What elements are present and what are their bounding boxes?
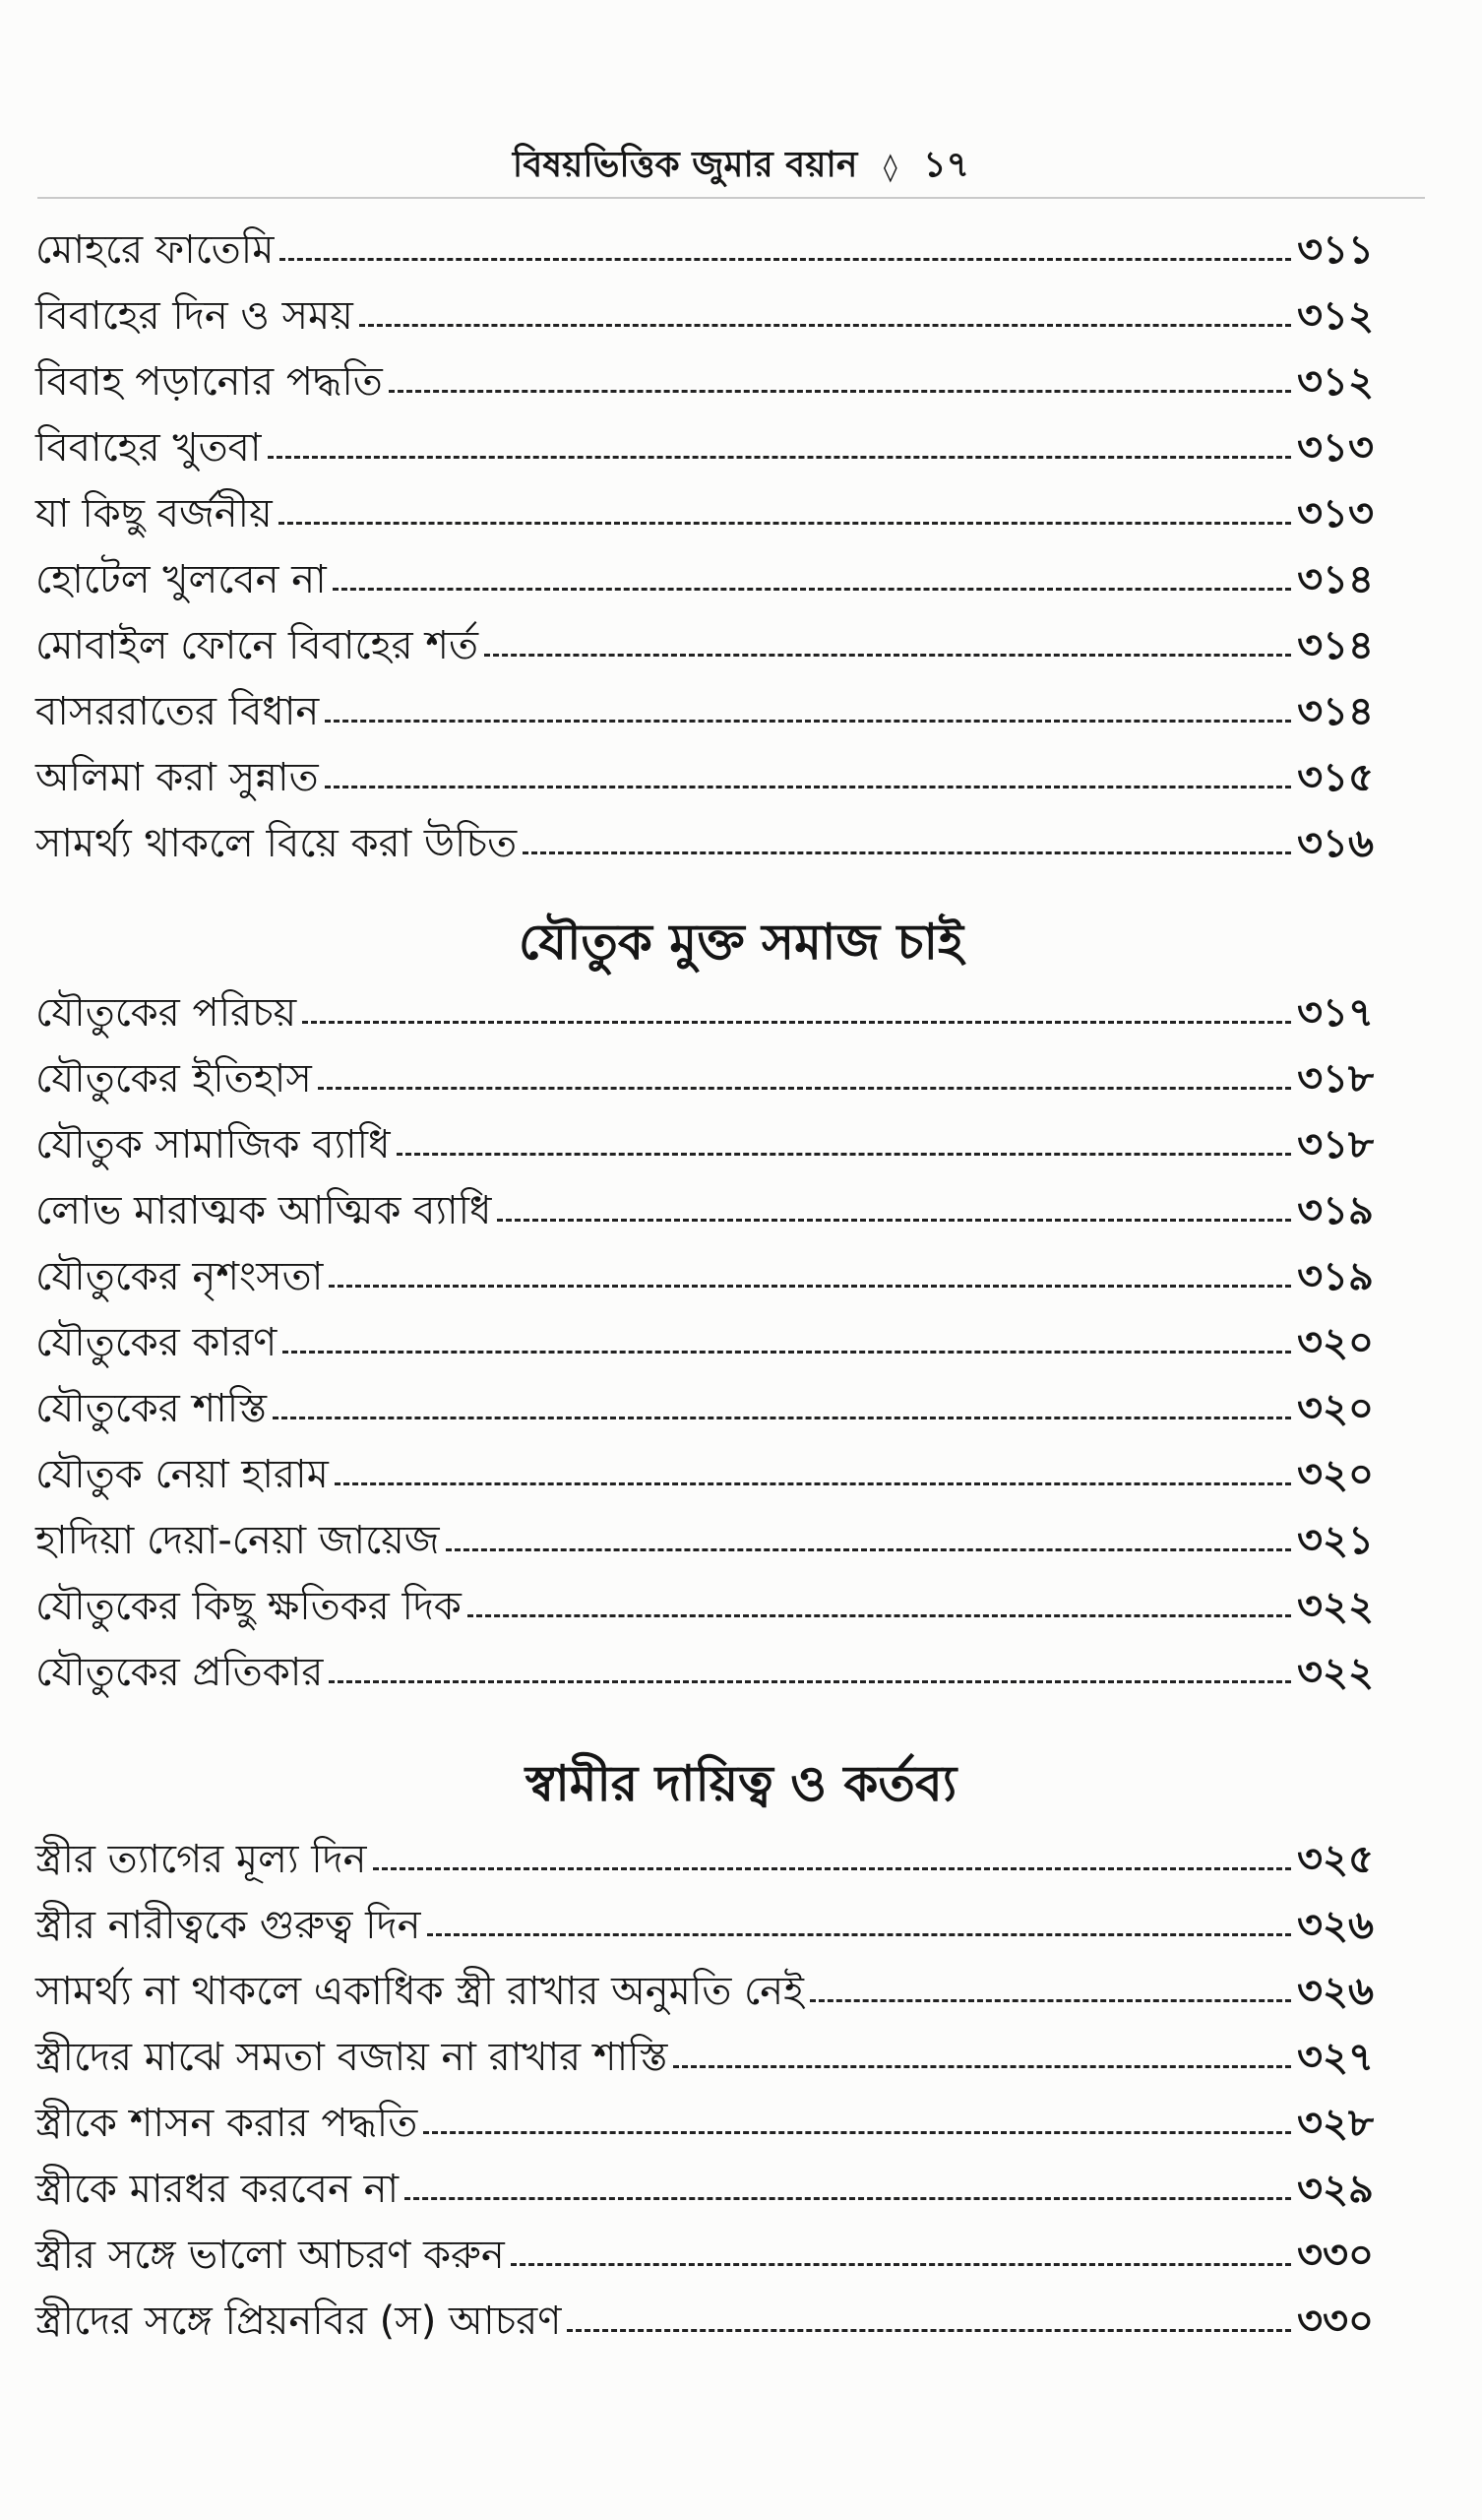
dot-leader xyxy=(467,1614,1291,1617)
toc-entry-page: ৩২৭ xyxy=(1296,2035,1374,2080)
toc-entry[interactable] xyxy=(35,668,1374,734)
toc-entry[interactable] xyxy=(35,1816,1374,1882)
toc-entry-title: বিবাহের খুতবা xyxy=(35,425,262,471)
dot-leader xyxy=(325,786,1291,788)
toc-entry-page: ৩১৫ xyxy=(1297,755,1374,800)
toc-entry[interactable] xyxy=(35,1299,1374,1365)
toc-entry[interactable] xyxy=(35,1102,1374,1167)
toc-entry[interactable] xyxy=(35,1497,1374,1563)
toc-entry[interactable] xyxy=(35,734,1374,800)
dot-leader xyxy=(335,1482,1291,1485)
header-divider xyxy=(37,197,1425,199)
page-number: ১৭ xyxy=(923,145,970,185)
toc-entry[interactable] xyxy=(35,1629,1374,1695)
toc-entry-title: স্ত্রীর সঙ্গে ভালো আচরণ করুন xyxy=(35,2233,505,2278)
toc-entry-title: বাসররাতের বিধান xyxy=(35,689,320,734)
toc-entry[interactable] xyxy=(35,339,1374,405)
toc-entry-page: ৩১২ xyxy=(1297,293,1374,339)
book-title: বিষয়ভিত্তিক জুমার বয়ান xyxy=(512,145,858,185)
toc-entry-page: ৩২০ xyxy=(1296,1452,1374,1497)
dot-leader xyxy=(427,1933,1291,1936)
dot-leader xyxy=(567,2329,1291,2332)
toc-entry-title: যৌতুকের নৃশংসতা xyxy=(35,1254,324,1299)
toc-entry[interactable] xyxy=(35,2014,1374,2080)
toc-entry-page: ৩১৮ xyxy=(1297,1056,1374,1102)
section-heading-dowry: যৌতুক মুক্ত সমাজ চাই xyxy=(519,914,963,971)
toc-entry[interactable] xyxy=(35,1036,1374,1102)
toc-entry-title: হাদিয়া দেয়া-নেয়া জায়েজ xyxy=(35,1518,440,1563)
toc-entry-title: যৌতুকের কিছু ক্ষতিকর দিক xyxy=(35,1584,462,1629)
dot-leader xyxy=(810,1999,1291,2002)
toc-entry[interactable] xyxy=(35,405,1374,471)
toc-entry-title: স্ত্রীদের সঙ্গে প্রিয়নবির (স) আচরণ xyxy=(35,2299,562,2344)
toc-entry-title: যৌতুকের পরিচয় xyxy=(35,990,297,1036)
toc-entry[interactable] xyxy=(35,800,1374,866)
toc-section-dowry xyxy=(35,970,1374,1695)
toc-entry-page: ৩২০ xyxy=(1296,1320,1374,1365)
toc-entry-title: যা কিছু বর্জনীয় xyxy=(35,491,273,536)
toc-entry-title: যৌতুকের শাস্তি xyxy=(35,1386,267,1431)
toc-entry-title: স্ত্রীকে শাসন করার পদ্ধতি xyxy=(35,2101,418,2146)
toc-entry[interactable] xyxy=(35,2080,1374,2146)
diamond-separator-icon: ◊ xyxy=(883,151,897,183)
toc-entry-title: যৌতুক সামাজিক ব্যাধি xyxy=(35,1122,391,1167)
dot-leader xyxy=(423,2131,1291,2134)
toc-entry-page: ৩১২ xyxy=(1297,359,1374,405)
dot-leader xyxy=(389,390,1291,393)
toc-entry-page: ৩২৮ xyxy=(1297,2101,1374,2146)
toc-entry[interactable] xyxy=(35,2278,1374,2344)
dot-leader xyxy=(318,1087,1291,1090)
toc-entry-title: অলিমা করা সুন্নাত xyxy=(35,755,319,800)
toc-entry-page: ৩১৭ xyxy=(1297,990,1374,1036)
dot-leader xyxy=(359,324,1291,327)
toc-entry[interactable] xyxy=(35,1365,1374,1431)
toc-entry[interactable] xyxy=(35,273,1374,339)
toc-entry-page: ৩১১ xyxy=(1297,227,1374,273)
dot-leader xyxy=(511,2263,1291,2266)
toc-entry-title: সামর্থ্য থাকলে বিয়ে করা উচিত xyxy=(35,821,518,866)
dot-leader xyxy=(278,522,1291,525)
toc-section-husband-duties xyxy=(35,1816,1374,2344)
dot-leader xyxy=(279,258,1291,261)
toc-entry-page: ৩১৪ xyxy=(1297,557,1374,602)
toc-entry-title: স্ত্রীকে মারধর করবেন না xyxy=(35,2167,400,2212)
toc-entry-page: ৩২৬ xyxy=(1296,1903,1374,1948)
toc-entry-page: ৩২৬ xyxy=(1296,1969,1374,2014)
toc-entry-page: ৩১৩ xyxy=(1297,425,1374,471)
toc-entry[interactable] xyxy=(35,2212,1374,2278)
dot-leader xyxy=(329,1680,1291,1683)
toc-entry-page: ৩২৫ xyxy=(1297,1837,1374,1882)
toc-entry[interactable] xyxy=(35,1563,1374,1629)
dot-leader xyxy=(523,851,1291,854)
toc-entry[interactable] xyxy=(35,970,1374,1036)
toc-entry-page: ৩৩০ xyxy=(1296,2233,1374,2278)
dot-leader xyxy=(329,1285,1291,1288)
toc-entry-title: স্ত্রীর নারীত্বকে গুরুত্ব দিন xyxy=(35,1903,421,1948)
toc-entry-title: সামর্থ্য না থাকলে একাধিক স্ত্রী রাখার অনুমতি নেই xyxy=(35,1969,804,2014)
toc-entry-page: ৩১৪ xyxy=(1297,623,1374,668)
toc-entry-page: ৩১৬ xyxy=(1297,821,1374,866)
toc-section-marriage xyxy=(35,207,1374,866)
dot-leader xyxy=(302,1021,1291,1024)
toc-entry-title: হোটেল খুলবেন না xyxy=(35,557,327,602)
toc-entry-title: স্ত্রীদের মাঝে সমতা বজায় না রাখার শাস্তি xyxy=(35,2035,668,2080)
dot-leader xyxy=(333,588,1291,591)
toc-entry[interactable] xyxy=(35,1948,1374,2014)
dot-leader xyxy=(446,1548,1291,1551)
toc-entry[interactable] xyxy=(35,207,1374,273)
toc-entry-title: মোহরে ফাতেমি xyxy=(35,227,275,273)
toc-entry-page: ৩২০ xyxy=(1296,1386,1374,1431)
toc-entry-title: লোভ মারাত্মক আত্মিক ব্যাধি xyxy=(35,1188,492,1233)
toc-entry-title: মোবাইল ফোনে বিবাহের শর্ত xyxy=(35,623,479,668)
dot-leader xyxy=(673,2065,1291,2068)
toc-entry-title: বিবাহ পড়ানোর পদ্ধতি xyxy=(35,359,383,405)
dot-leader xyxy=(273,1417,1291,1419)
dot-leader xyxy=(397,1153,1292,1156)
toc-entry-page: ৩২১ xyxy=(1297,1518,1374,1563)
toc-entry-page: ৩১৮ xyxy=(1297,1122,1374,1167)
toc-entry-title: যৌতুক নেয়া হারাম xyxy=(35,1452,329,1497)
toc-entry[interactable] xyxy=(35,2146,1374,2212)
toc-entry-title: যৌতুকের প্রতিকার xyxy=(35,1650,324,1695)
section-heading-husband-duties: স্বামীর দায়িত্ব ও কর্তব্য xyxy=(525,1755,957,1812)
dot-leader xyxy=(282,1351,1291,1354)
toc-entry-page: ৩২৯ xyxy=(1297,2167,1374,2212)
toc-entry-page: ৩১৩ xyxy=(1297,491,1374,536)
dot-leader xyxy=(404,2197,1291,2200)
toc-entry[interactable] xyxy=(35,471,1374,536)
toc-entry[interactable] xyxy=(35,536,1374,602)
dot-leader xyxy=(268,456,1291,459)
running-header xyxy=(0,138,1482,197)
toc-entry-title: স্ত্রীর ত্যাগের মূল্য দিন xyxy=(35,1837,367,1882)
toc-entry-page: ৩২২ xyxy=(1296,1650,1374,1695)
toc-entry-title: যৌতুকের ইতিহাস xyxy=(35,1056,312,1102)
toc-entry[interactable] xyxy=(35,1882,1374,1948)
dot-leader xyxy=(497,1219,1291,1222)
toc-entry[interactable] xyxy=(35,1167,1374,1233)
toc-entry-page: ৩১৪ xyxy=(1297,689,1374,734)
toc-entry[interactable] xyxy=(35,1431,1374,1497)
dot-leader xyxy=(373,1867,1291,1870)
toc-entry-page: ৩২২ xyxy=(1296,1584,1374,1629)
toc-entry-title: যৌতুকের কারণ xyxy=(35,1320,278,1365)
toc-entry[interactable] xyxy=(35,1233,1374,1299)
dot-leader xyxy=(484,654,1291,657)
toc-entry[interactable] xyxy=(35,602,1374,668)
toc-entry-page: ৩৩০ xyxy=(1296,2299,1374,2344)
toc-entry-page: ৩১৯ xyxy=(1297,1254,1374,1299)
dot-leader xyxy=(325,720,1291,723)
toc-entry-title: বিবাহের দিন ও সময় xyxy=(35,293,353,339)
toc-entry-page: ৩১৯ xyxy=(1297,1188,1374,1233)
